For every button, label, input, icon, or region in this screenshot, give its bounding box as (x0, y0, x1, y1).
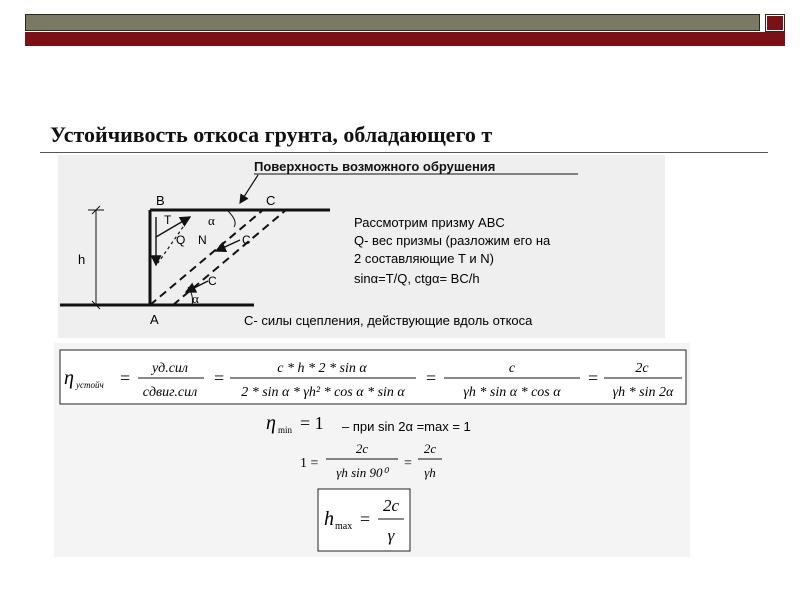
f7-numerator: 2c (382, 496, 400, 515)
hmax-symbol: h (324, 508, 334, 530)
f7-denominator: γ (387, 526, 395, 545)
formula-block (54, 343, 690, 557)
f1-numerator: уд.сил (151, 361, 189, 376)
f3-numerator: c (508, 361, 516, 376)
f3-denominator: γh * sin α * cos α (463, 385, 561, 400)
eta-subscript: устойч (76, 380, 104, 390)
text-line-4: sinα=T/Q, ctgα= BC/h (354, 271, 480, 286)
eq-5: = (404, 456, 412, 471)
f2-denominator: 2 * sin α * γh² * cos α * sin α (241, 385, 405, 400)
eta-min-symbol: η (266, 412, 276, 434)
eta-symbol: η (64, 367, 74, 389)
label-alpha-bottom: α (192, 291, 199, 306)
header-bar-red (25, 32, 765, 46)
text-line-1: Рассмотрим призму ABC (354, 215, 505, 230)
label-B: B (156, 193, 165, 208)
bottom-text: C- силы сцепления, действующие вдоль откоса (244, 313, 533, 328)
title-rule (40, 152, 768, 153)
angle-arc-top (228, 211, 235, 227)
f1-denominator: сдвиг.сил (142, 385, 198, 400)
header-bar-nub-fill (767, 16, 783, 30)
eq-1: = (120, 368, 131, 388)
hmax-subscript: max (335, 521, 353, 532)
label-h: h (78, 252, 86, 267)
slide-title: Устойчивость откоса грунта, обладающего т (50, 122, 493, 147)
f5-numerator: 2c (355, 441, 369, 456)
slope-diagram (58, 155, 665, 338)
label-alpha-top: α (208, 213, 215, 228)
label-Q: Q (176, 233, 186, 247)
f2-numerator: c * h * 2 * sin α (277, 361, 367, 376)
text-line-2: Q- вес призмы (разложим его на (354, 233, 551, 248)
label-T: T (164, 213, 172, 227)
eq-4: = (588, 368, 599, 388)
label-A: A (150, 312, 159, 327)
f4-denominator: γh * sin 2α (612, 385, 674, 400)
eta-min-subscript: min (278, 425, 293, 435)
label-C-arrow: C (242, 233, 251, 247)
slope-diagram-svg (58, 155, 665, 338)
f4-numerator: 2c (635, 361, 649, 376)
f5-denominator: γh sin 90⁰ (336, 465, 388, 480)
eq-6: = (360, 509, 371, 529)
f6-denominator: γh (424, 465, 436, 480)
eta-min-condition: – при sin 2α =max = 1 (342, 419, 471, 434)
eta-min-value: = 1 (300, 413, 324, 433)
formula-svg (54, 343, 690, 557)
label-C-top: C (266, 193, 276, 208)
caption-pointer (240, 175, 258, 203)
text-line-3: 2 составляющие T и N) (354, 251, 494, 266)
one-equals: 1 = (300, 456, 319, 471)
eq-3: = (426, 368, 437, 388)
label-N: N (198, 233, 207, 247)
eq-2: = (214, 368, 225, 388)
diagram-caption: Поверхность возможного обрушения (254, 159, 496, 174)
label-C-mid: C (208, 274, 217, 288)
f6-numerator: 2c (423, 441, 437, 456)
header-bar-gray (25, 14, 760, 31)
